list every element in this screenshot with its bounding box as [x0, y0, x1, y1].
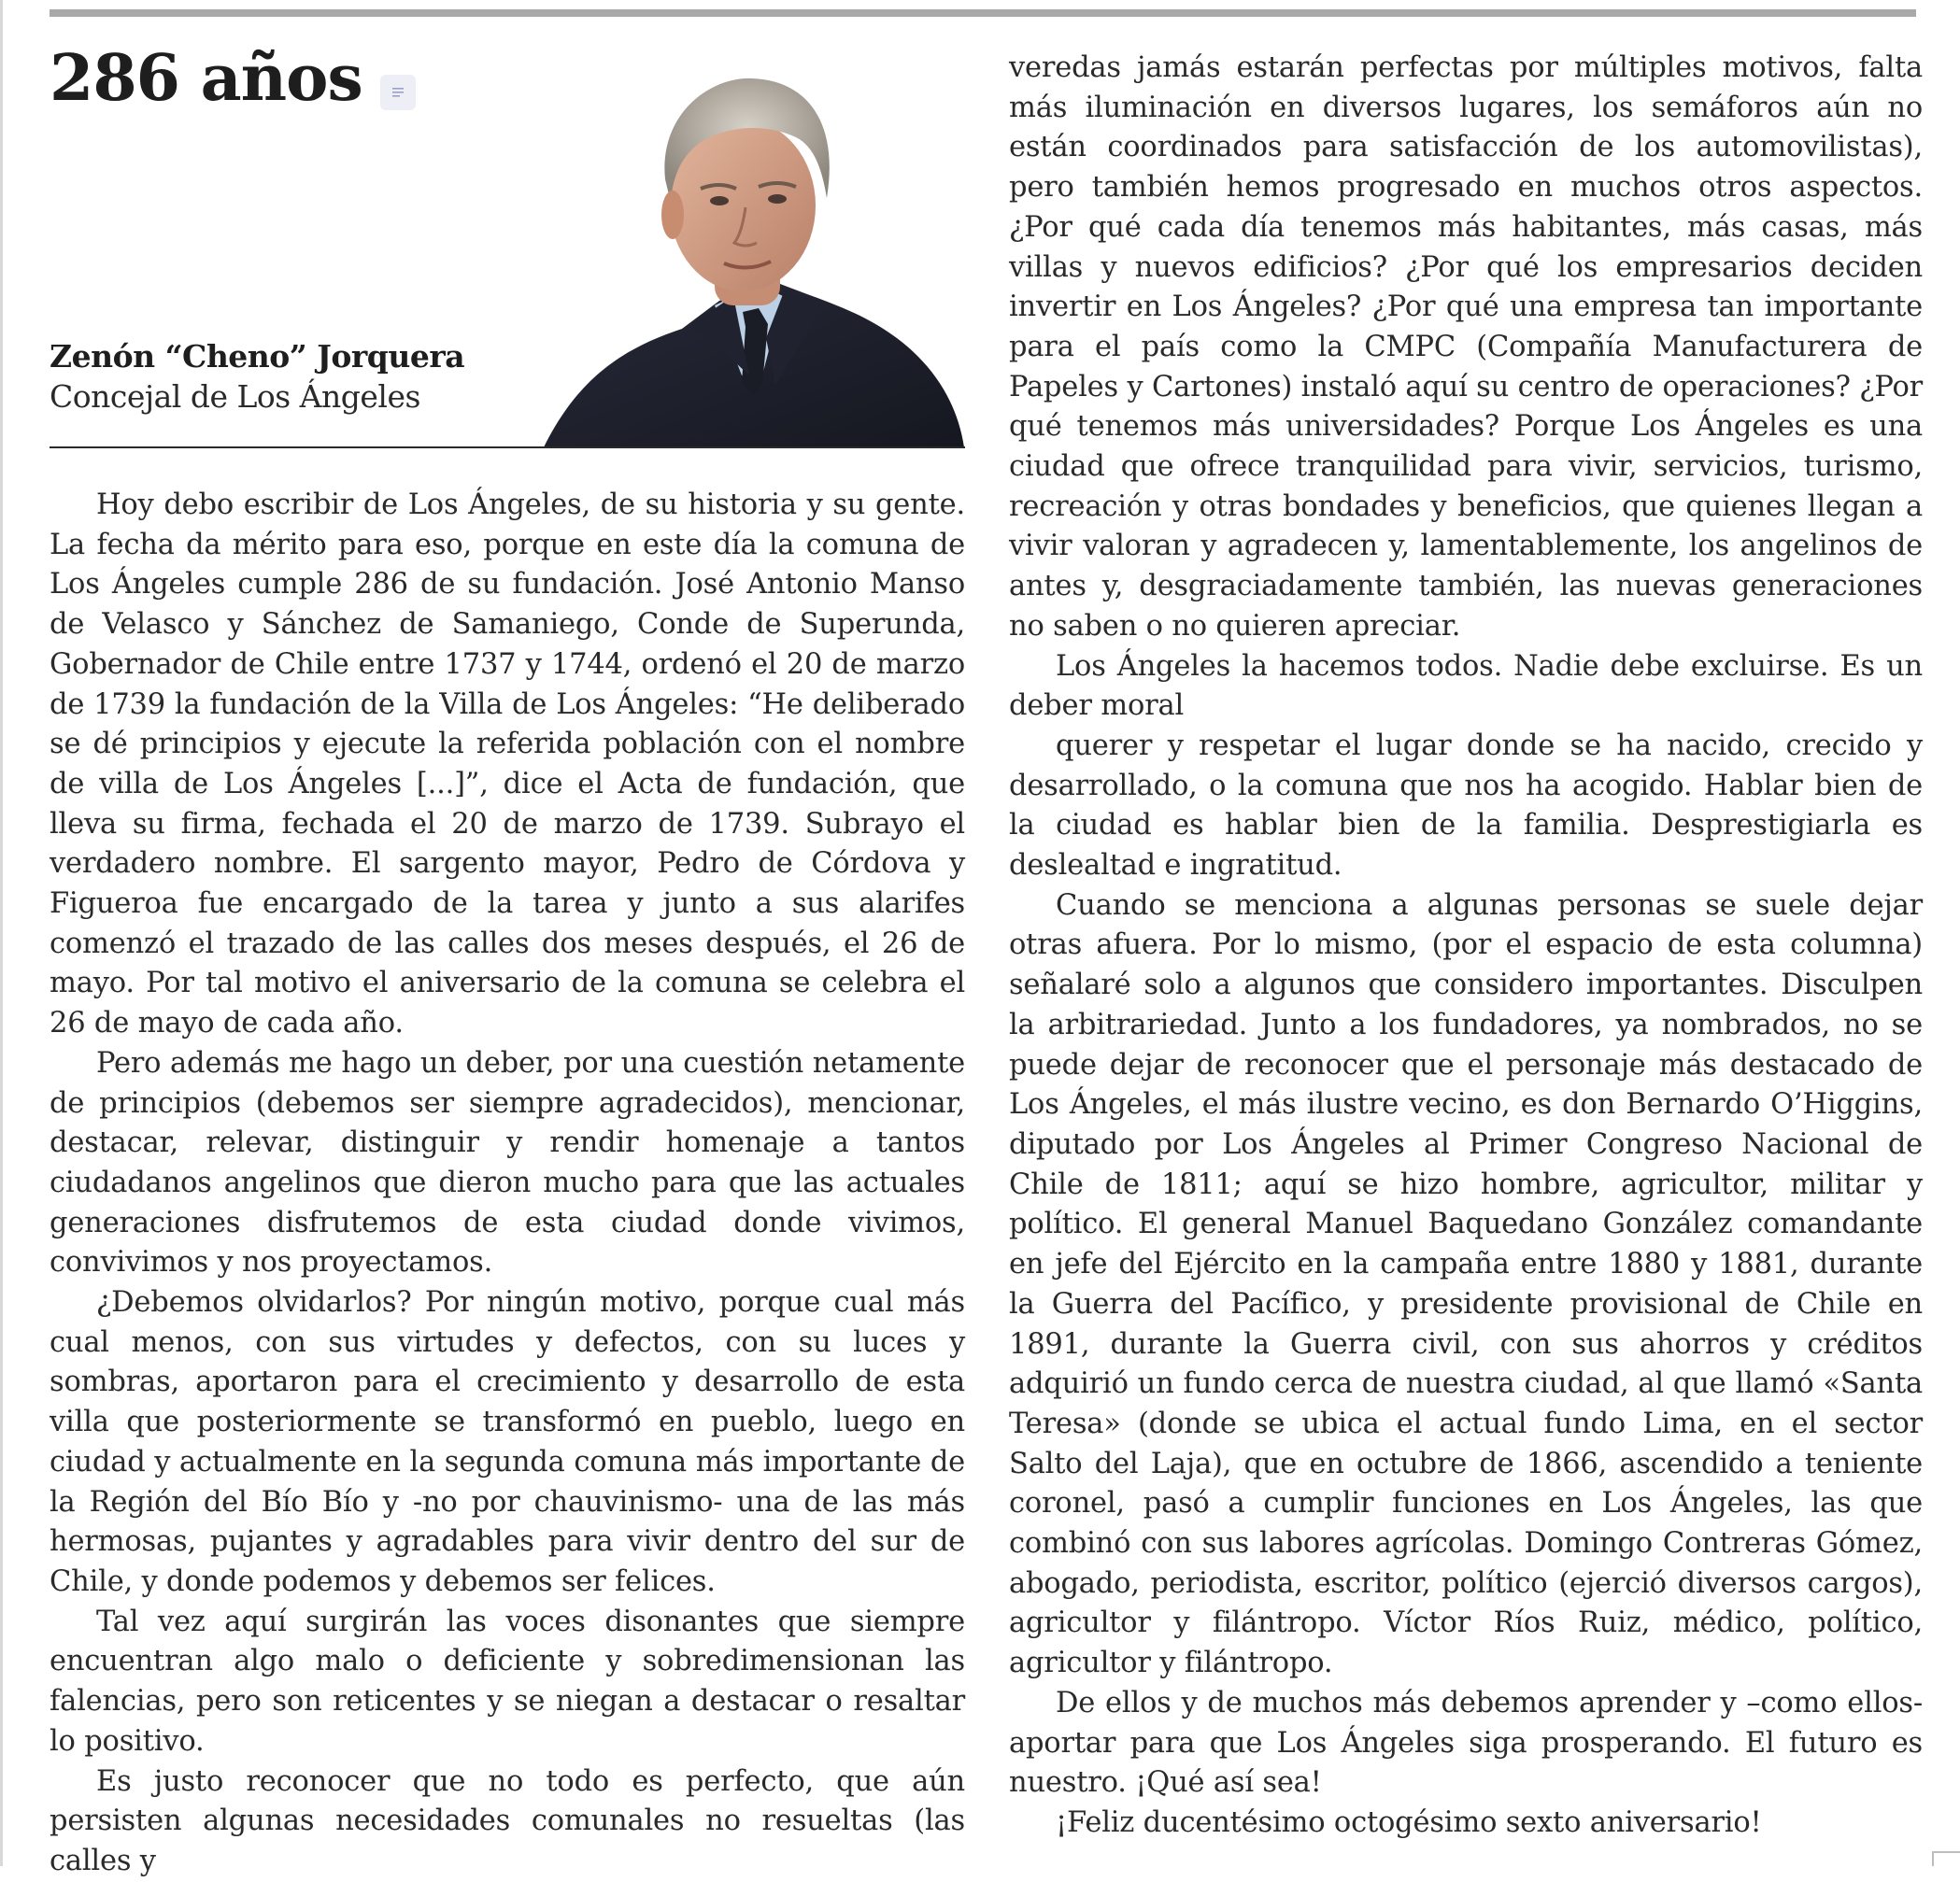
author-photo — [542, 67, 964, 447]
top-rule — [50, 9, 1916, 17]
article-title: 286 años — [50, 41, 362, 116]
column-right — [1009, 49, 1923, 1844]
paragraph: Es justo reconocer que no todo es perfecto, que aún persisten algunas necesidades comunales no resueltas (las calles y — [50, 1764, 965, 1877]
page-edge — [0, 0, 3, 1866]
paragraph: veredas jamás estarán perfectas por múltiples motivos, falta más iluminación en diversos lugares, los semáforos aún no están coordinados para satisfacción de los automovilistas), pero también hemos progresado en muchos otros aspectos. ¿Por qué cada día tenemos más habitantes, más casas, más villas y nuevos edificios? ¿Por qué los empresarios deciden invertir en Los Ángeles? ¿Por qué una empresa tan importante para el país como la CMPC (Compañía Manufacturera de Papeles y Cartones) instaló aquí su centro de operaciones? ¿Por qué tenemos más universidades? Porque Los Ángeles es una ciudad que ofrece tranquilidad para vivir, servicios, turismo, recreación y otras bondades y beneficios, que quienes llegan a vivir valoran y agradecen y, lamentablemente, los angelinos de antes y, desgraciadamente también, las nuevas generaciones no saben o no quieren apreciar. — [1009, 51, 1923, 643]
author-name: Zenón “Cheno” Jorquera — [50, 338, 465, 375]
paragraph: Los Ángeles la hacemos todos. Nadie debe excluirse. Es un deber moral — [1009, 649, 1923, 723]
author-role: Concejal de Los Ángeles — [50, 378, 420, 415]
paragraph: Pero además me hago un deber, por una cuestión netamente de principios (debemos ser siempre agradecidos), mencionar, destacar, relevar, distinguir y rendir homenaje a tantos ciudadanos angelinos que dieron mucho para que las actuales generaciones disfrutemos de esta ciudad donde vivimos, convivimos y nos proyectamos. — [50, 1046, 965, 1280]
paragraph: ¿Debemos olvidarlos? Por ningún motivo, porque cual más cual menos, con sus virtudes y defectos, con su luces y sombras, aportaron para el crecimiento y desarrollo de esta villa que posteriormente se transformó en pueblo, luego en ciudad y actualmente en la segunda comuna más importante de la Región del Bío Bío y -no por chauvinismo- una de las más hermosas, pujantes y agradables para vivir dentro del sur de Chile, y donde podemos y debemos ser felices. — [50, 1286, 965, 1598]
author-byline — [50, 336, 464, 417]
byline-rule — [50, 446, 965, 448]
paragraph: querer y respetar el lugar donde se ha nacido, crecido y desarrollado, o la comuna que nos ha acogido. Hablar bien de la ciudad es hablar bien de la familia. Desprestigiarla es deslealtad e ingratitud. — [1009, 729, 1923, 883]
paragraph: Tal vez aquí surgirán las voces disonantes que siempre encuentran algo malo o deficiente y sobredimensionan las falencias, pero son reticentes y se niegan a destacar o resaltar lo positivo. — [50, 1605, 965, 1758]
column-left — [50, 486, 965, 1882]
paragraph: Cuando se menciona a algunas personas se suele dejar otras afuera. Por lo mismo, (por el espacio de esta columna) señalaré solo a algunos que considero importantes. Disculpen la arbitrariedad. Junto a los fundadores, ya nombrados, no se puede dejar de reconocer que el personaje más destacado de Los Ángeles, el más ilustre vecino, es don Bernardo O’Higgins, diputado por Los Ángeles al Primer Congreso Nacional de Chile de 1811; aquí se hizo hombre, agricultor, militar y político. El general Manuel Baquedano González comandante en jefe del Ejército en la campaña entre 1880 y 1881, durante la Guerra del Pacífico, y presidente provisional de Chile en 1891, durante la Guerra civil, con sus ahorros y créditos adquirió un fundo cerca de nuestra ciudad, al que llamó «Santa Teresa» (donde se ubica el actual fundo Lima, en el sector Salto del Laja), que en octubre de 1866, ascendido a teniente coronel, pasó a cumplir funciones en Los Ángeles, las que combinó con sus labores agrícolas. Domingo Contreras Gómez, abogado, periodista, escritor, político (ejerció diversos cargos), agricultor y filántropo. Víctor Ríos Ruiz, médico, político, agricultor y filántropo. — [1009, 888, 1923, 1680]
paragraph: Hoy debo escribir de Los Ángeles, de su historia y su gente. La fecha da mérito para eso, porque en este día la comuna de Los Ángeles cumple 286 de su fundación. José Antonio Manso de Velasco y Sánchez de Samaniego, Conde de Superunda, Gobernador de Chile entre 1737 y 1744, ordenó el 20 de marzo de 1739 la fundación de la Villa de Los Ángeles: “He deliberado se dé principios y ejecute la referida población con el nombre de villa de Los Ángeles [...]”, dice el Acta de fundación, que lleva su firma, fechada el 20 de marzo de 1739. Subrayo el verdadero nombre. El sargento mayor, Pedro de Córdova y Figueroa fue encargado de la tarea y junto a sus alarifes comenzó el trazado de las calles dos meses después, el 26 de mayo. Por tal motivo el aniversario de la comuna se celebra el 26 de mayo de cada año. — [50, 488, 965, 1040]
corner-mark — [1932, 1851, 1960, 1866]
paragraph: ¡Feliz ducentésimo octogésimo sexto aniversario! — [1056, 1805, 1762, 1839]
note-icon[interactable] — [380, 75, 416, 110]
paragraph: De ellos y de muchos más debemos aprender y –como ellos- aportar para que Los Ángeles siga prosperando. El futuro es nuestro. ¡Qué así sea! — [1009, 1686, 1923, 1800]
